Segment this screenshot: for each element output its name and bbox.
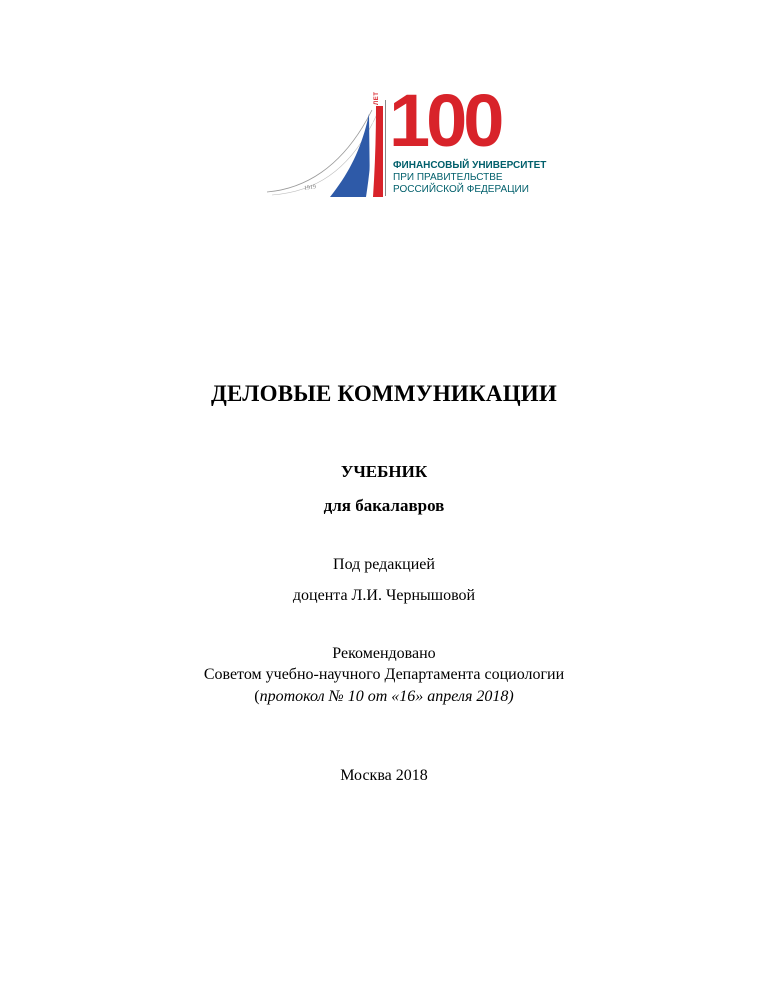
protocol-open-paren: ( xyxy=(254,688,260,705)
recommended-label: Рекомендовано xyxy=(332,645,436,662)
logo-line-2: ПРИ ПРАВИТЕЛЬСТВЕ xyxy=(393,172,503,183)
council-name: Советом учебно-научного Департамента социологии xyxy=(203,666,565,683)
logo-sail-icon xyxy=(262,92,392,202)
logo-number: 100 xyxy=(389,79,501,162)
document-audience: для бакалавров xyxy=(323,496,445,515)
city-year: Москва 2018 xyxy=(340,767,428,784)
logo-separator xyxy=(385,100,386,196)
logo-university-name xyxy=(393,160,546,196)
logo-line-1: ФИНАНСОВЫЙ УНИВЕРСИТЕТ xyxy=(393,160,547,171)
editor-prefix: Под редакцией xyxy=(333,556,435,573)
logo-line-3: РОССИЙСКОЙ ФЕДЕРАЦИИ xyxy=(393,184,529,195)
university-logo xyxy=(262,79,562,202)
logo-year: 1919 xyxy=(303,184,317,192)
editor-name: доцента Л.И. Чернышовой xyxy=(292,587,476,604)
document-title: ДЕЛОВЫЕ КОММУНИКАЦИИ xyxy=(211,381,557,406)
protocol-text: протокол № 10 от «16» апреля 2018) xyxy=(259,688,514,705)
document-type: УЧЕБНИК xyxy=(340,462,428,481)
logo-years-label: ЛЕТ xyxy=(374,91,380,105)
protocol-line xyxy=(0,688,768,706)
